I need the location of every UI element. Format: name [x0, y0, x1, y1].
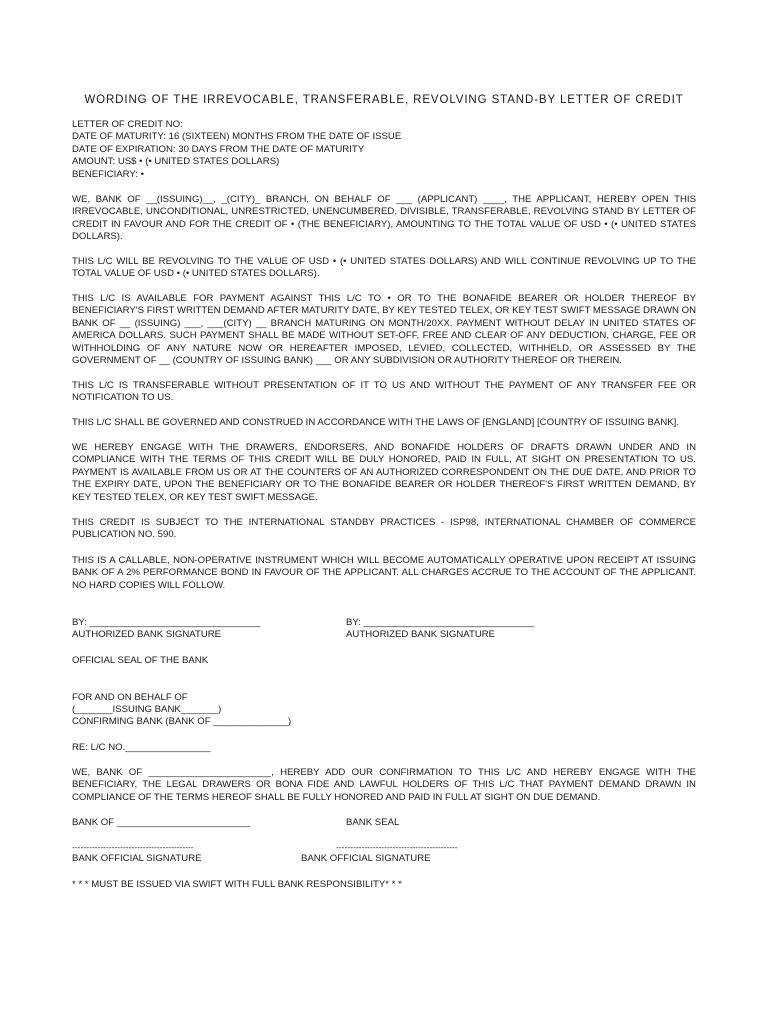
governing-law-paragraph: THIS L/C SHALL BE GOVERNED AND CONSTRUED IN ACCORDANCE WITH THE LAWS OF [ENGLAND] [COUNTRY OF ISSUING BANK]. — [72, 417, 679, 428]
swift-footer-note: * * * MUST BE ISSUED VIA SWIFT WITH FULL BANK RESPONSIBILITY* * * — [72, 879, 402, 890]
authorized-signature-label-left: AUTHORIZED BANK SIGNATURE — [72, 629, 222, 640]
official-seal-label: OFFICIAL SEAL OF THE BANK — [72, 655, 209, 666]
callable-paragraph: THIS IS A CALLABLE, NON-OPERATIVE INSTRUMENT WHICH WILL BECOME AUTOMATICALLY OPERATIVE UPON RECEIPT AT ISSUING BANK OF A 2% PERFORMANCE BOND IN FAVOUR OF THE APPLICANT. ALL CHARGES ACCRUE TO THE ACCOUNT OF THE APPLICANT. NO HARD COPIES WILL FOLLOW. — [72, 555, 696, 591]
authorized-signature-label-right: AUTHORIZED BANK SIGNATURE — [346, 629, 496, 640]
confirming-bank-line: CONFIRMING BANK (BANK OF ______________) — [72, 716, 292, 727]
on-behalf-line: FOR AND ON BEHALF OF — [72, 692, 188, 703]
dashed-signature-line-right: ------------------------------------------- — [336, 842, 458, 852]
signature-line-left: BY: ________________________________ — [72, 617, 261, 628]
document-title: WORDING OF THE IRREVOCABLE, TRANSFERABLE, REVOLVING STAND-BY LETTER OF CREDIT — [84, 94, 684, 106]
bank-of-line: BANK OF _________________________ — [72, 817, 251, 828]
lc-number-line: LETTER OF CREDIT NO: — [72, 119, 183, 130]
isp98-paragraph: THIS CREDIT IS SUBJECT TO THE INTERNATIONAL STANDBY PRACTICES - ISP98, INTERNATIONAL CHAMBER OF COMMERCE PUBLICATION NO. 590. — [72, 517, 696, 541]
availability-paragraph: THIS L/C IS AVAILABLE FOR PAYMENT AGAINST THIS L/C TO • OR TO THE BONAFIDE BEARER OR HOLDER THEREOF BY BENEFICIARY'S FIRST WRITTEN DEMAND AFTER MATURITY DATE, BY KEY TESTED TELEX, OR KEY TEST SWIFT MESSAGE DRAWN ON BANK OF __ (ISSUING) ___, ___(CITY) __ BRANCH MATURING ON MONTH/20XX. PAYMENT WITHOUT DELAY IN UNITED STATES OF AMERICA DOLLARS. SUCH PAYMENT SHALL BE MADE WITHOUT SET-OFF, FREE AND CLEAR OF ANY DEDUCTION, CHARGE, FEE OR WITHHOLDING OF ANY NATURE NOW OR HEREAFTER IMPOSED, LEVIED, COLLECTED, WITHHELD, OR ASSESSED BY THE GOVERNMENT OF __ (COUNTRY OF ISSUING BANK) ___ OR ANY SUBDIVISION OR AUTHORITY THEREOF OR THEREIN. — [72, 293, 696, 367]
beneficiary-line: BENEFICIARY: • — [72, 168, 144, 180]
signature-line-right: BY: ________________________________ — [346, 617, 535, 628]
maturity-date-line: DATE OF MATURITY: 16 (SIXTEEN) MONTHS FROM THE DATE OF ISSUE — [72, 131, 402, 143]
opening-paragraph: WE, BANK OF __(ISSUING)__, _(CITY)_ BRANCH, ON BEHALF OF ___ (APPLICANT) ____, THE APPLICANT, HEREBY OPEN THIS IRREVOCABLE, UNCONDITIONAL, UNRESTRICTED, UNENCUMBERED, DIVISIBLE, TRANSFERABLE, REVOLVING STAND BY LETTER OF CREDIT IN FAVOUR AND FOR THE CREDIT OF • (THE BENEFICIARY), AMOUNTING TO THE TOTAL VALUE OF USD • (• UNITED STATES DOLLARS). — [72, 194, 696, 243]
engagement-paragraph: WE HEREBY ENGAGE WITH THE DRAWERS, ENDORSERS, AND BONAFIDE HOLDERS OF DRAFTS DRAWN UNDER AND IN COMPLIANCE WITH THE TERMS OF THIS CREDIT WILL BE DULY HONORED, PAID IN FULL, AT SIGHT ON PRESENTATION TO US. PAYMENT IS AVAILABLE FROM US OR AT THE COUNTERS OF AN AUTHORIZED CORRESPONDENT ON THE DUE DATE, AND PRIOR TO THE EXPIRY DATE, UPON THE BENEFICIARY OR TO THE BONAFIDE BEARER OR HOLDER THEREOF'S FIRST WRITTEN DEMAND, BY KEY TESTED TELEX, OR KEY TEST SWIFT MESSAGE. — [72, 442, 696, 503]
revolving-paragraph: THIS L/C WILL BE REVOLVING TO THE VALUE OF USD • (• UNITED STATES DOLLARS) AND WILL CONTINUE REVOLVING UP TO THE TOTAL VALUE OF USD • (• UNITED STATES DOLLARS). — [72, 256, 696, 280]
dashed-signature-line-left: ------------------------------------------- — [72, 842, 194, 852]
confirmation-paragraph: WE, BANK OF _______________________, HEREBY ADD OUR CONFIRMATION TO THIS L/C AND HEREBY ENGAGE WITH THE BENEFICIARY, THE LEGAL DRAWERS OR BONA FIDE AND LAWFUL HOLDERS OF THIS L/C THAT PAYMENT DEMAND DRAWN IN COMPLIANCE OF THE TERMS HEREOF SHALL BE FULLY HONORED AND PAID IN FULL AT SIGHT ON DUE DEMAND. — [72, 767, 696, 803]
bank-official-signature-left: BANK OFFICIAL SIGNATURE — [72, 853, 202, 864]
issuing-bank-line: (_______ISSUING BANK_______) — [72, 704, 222, 715]
re-lc-number: RE: L/C NO.________________ — [72, 742, 211, 753]
bank-seal-label: BANK SEAL — [346, 817, 400, 828]
bank-official-signature-right: BANK OFFICIAL SIGNATURE — [301, 853, 431, 864]
expiration-date-line: DATE OF EXPIRATION: 30 DAYS FROM THE DATE OF MATURITY — [72, 143, 365, 155]
amount-line: AMOUNT: US$ • (• UNITED STATES DOLLARS) — [72, 156, 280, 168]
transferable-paragraph: THIS L/C IS TRANSFERABLE WITHOUT PRESENTATION OF IT TO US AND WITHOUT THE PAYMENT OF ANY TRANSFER FEE OR NOTIFICATION TO US. — [72, 380, 696, 404]
lc-header-block — [72, 119, 696, 181]
